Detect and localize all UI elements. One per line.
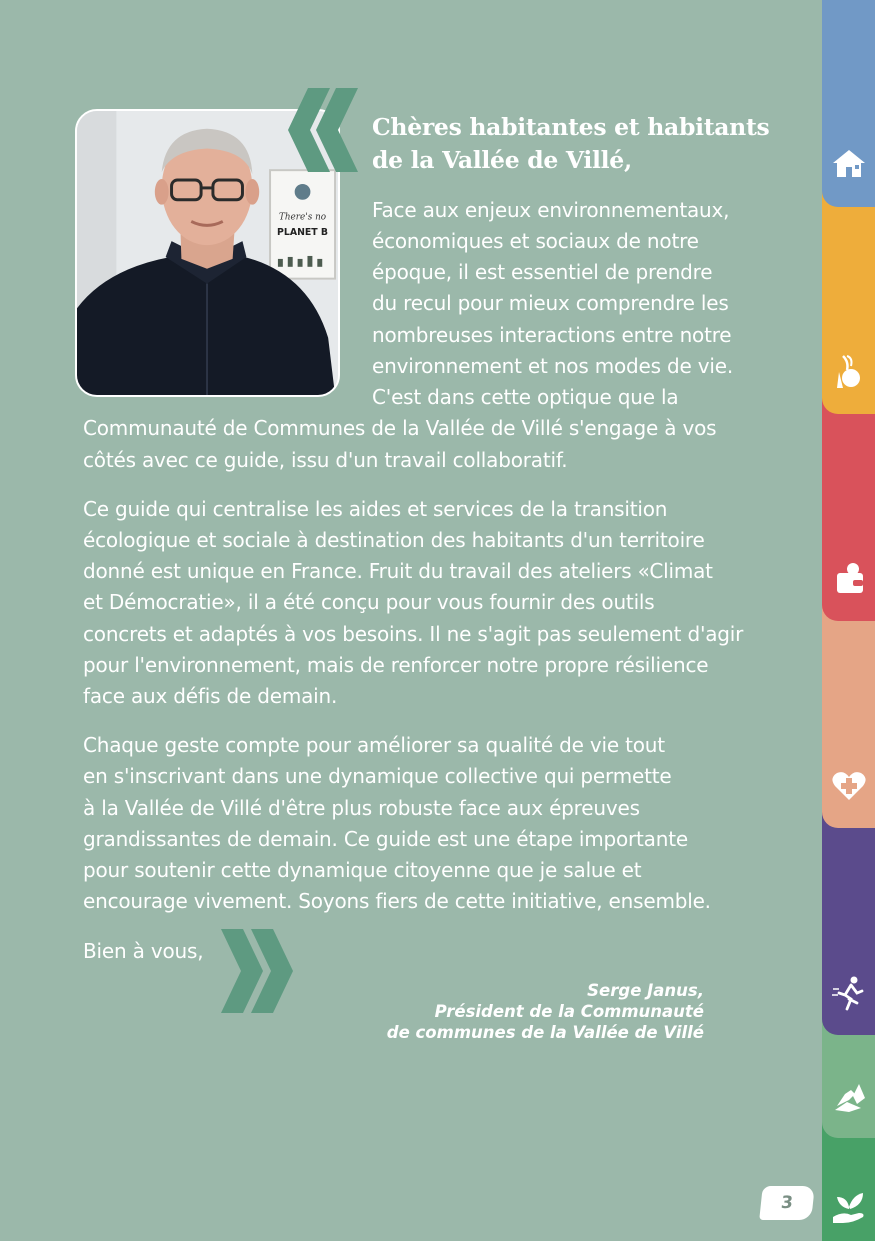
tab-mobilite[interactable] [822, 808, 875, 1035]
poster-text-1: There's no [278, 212, 327, 223]
body-line: et Démocratie», il a été conçu pour vous fournir des outils [83, 590, 655, 614]
poster-text-2: PLANET B [277, 227, 329, 239]
body-line: face aux défis de demain. [83, 684, 338, 708]
heart-plus-icon [829, 766, 869, 806]
body-line: grandissantes de demain. Ce guide est une étape importante [83, 827, 688, 851]
body-line: pour soutenir cette dynamique citoyenne que je salue et [83, 858, 642, 882]
hand-plant-icon [829, 1187, 869, 1227]
tab-budget[interactable] [822, 394, 875, 621]
closing-line: Bien à vous, [83, 939, 204, 963]
body-line: nombreuses interactions entre notre [372, 323, 732, 347]
joined-hands-icon [829, 1076, 869, 1116]
greeting-line-1: Chères habitantes et habitants [372, 113, 770, 141]
body-line: C'est dans cette optique que la [372, 385, 679, 409]
signature-name: Serge Janus, [587, 981, 704, 1000]
body-line: économiques et sociaux de notre [372, 229, 699, 253]
body-line: pour l'environnement, mais de renforcer notre propre résilience [83, 653, 709, 677]
body-line: encourage vivement. Soyons fiers de cette initiative, ensemble. [83, 889, 711, 913]
body-line: donné est unique en France. Fruit du travail des ateliers «Climat [83, 559, 713, 583]
body-line: concrets et adaptés à vos besoins. Il ne s'agit pas seulement d'agir [83, 622, 744, 646]
tab-habitat[interactable] [822, 0, 875, 207]
signature-role-2: de communes de la Vallée de Villé [386, 1023, 704, 1042]
body-line: écologique et sociale à destination des habitants d'un territoire [83, 528, 705, 552]
body-line: en s'inscrivant dans une dynamique collective qui permette [83, 764, 672, 788]
tab-sante[interactable] [822, 601, 875, 828]
signature-block [387, 980, 704, 1043]
signature-role-1: Président de la Communauté [434, 1002, 704, 1021]
wallet-icon [829, 559, 869, 599]
section-tabs [822, 0, 875, 1241]
body-line: environnement et nos modes de vie. [372, 354, 734, 378]
closing-quote-mark-icon [219, 929, 295, 1013]
body-line: Communauté de Communes de la Vallée de Villé s'engage à vos [83, 416, 717, 440]
page-number: 3 [759, 1186, 815, 1220]
greeting-line-2: de la Vallée de Villé, [372, 146, 632, 174]
tab-alimentation[interactable] [822, 187, 875, 414]
greeting-heading [372, 111, 792, 177]
body-line: Ce guide qui centralise les aides et services de la transition [83, 497, 668, 521]
body-line: Face aux enjeux environnementaux, [372, 198, 730, 222]
opening-quote-mark-icon [286, 88, 360, 172]
body-line: Chaque geste compte pour améliorer sa qualité de vie tout [83, 733, 665, 757]
body-line: époque, il est essentiel de prendre [372, 260, 713, 284]
house-icon [829, 143, 869, 183]
body-line: côtés avec ce guide, issu d'un travail collaboratif. [83, 448, 568, 472]
running-person-icon [829, 973, 869, 1013]
food-basket-icon [829, 352, 869, 392]
body-line: du recul pour mieux comprendre les [372, 291, 729, 315]
body-line: à la Vallée de Villé d'être plus robuste face aux épreuves [83, 796, 640, 820]
